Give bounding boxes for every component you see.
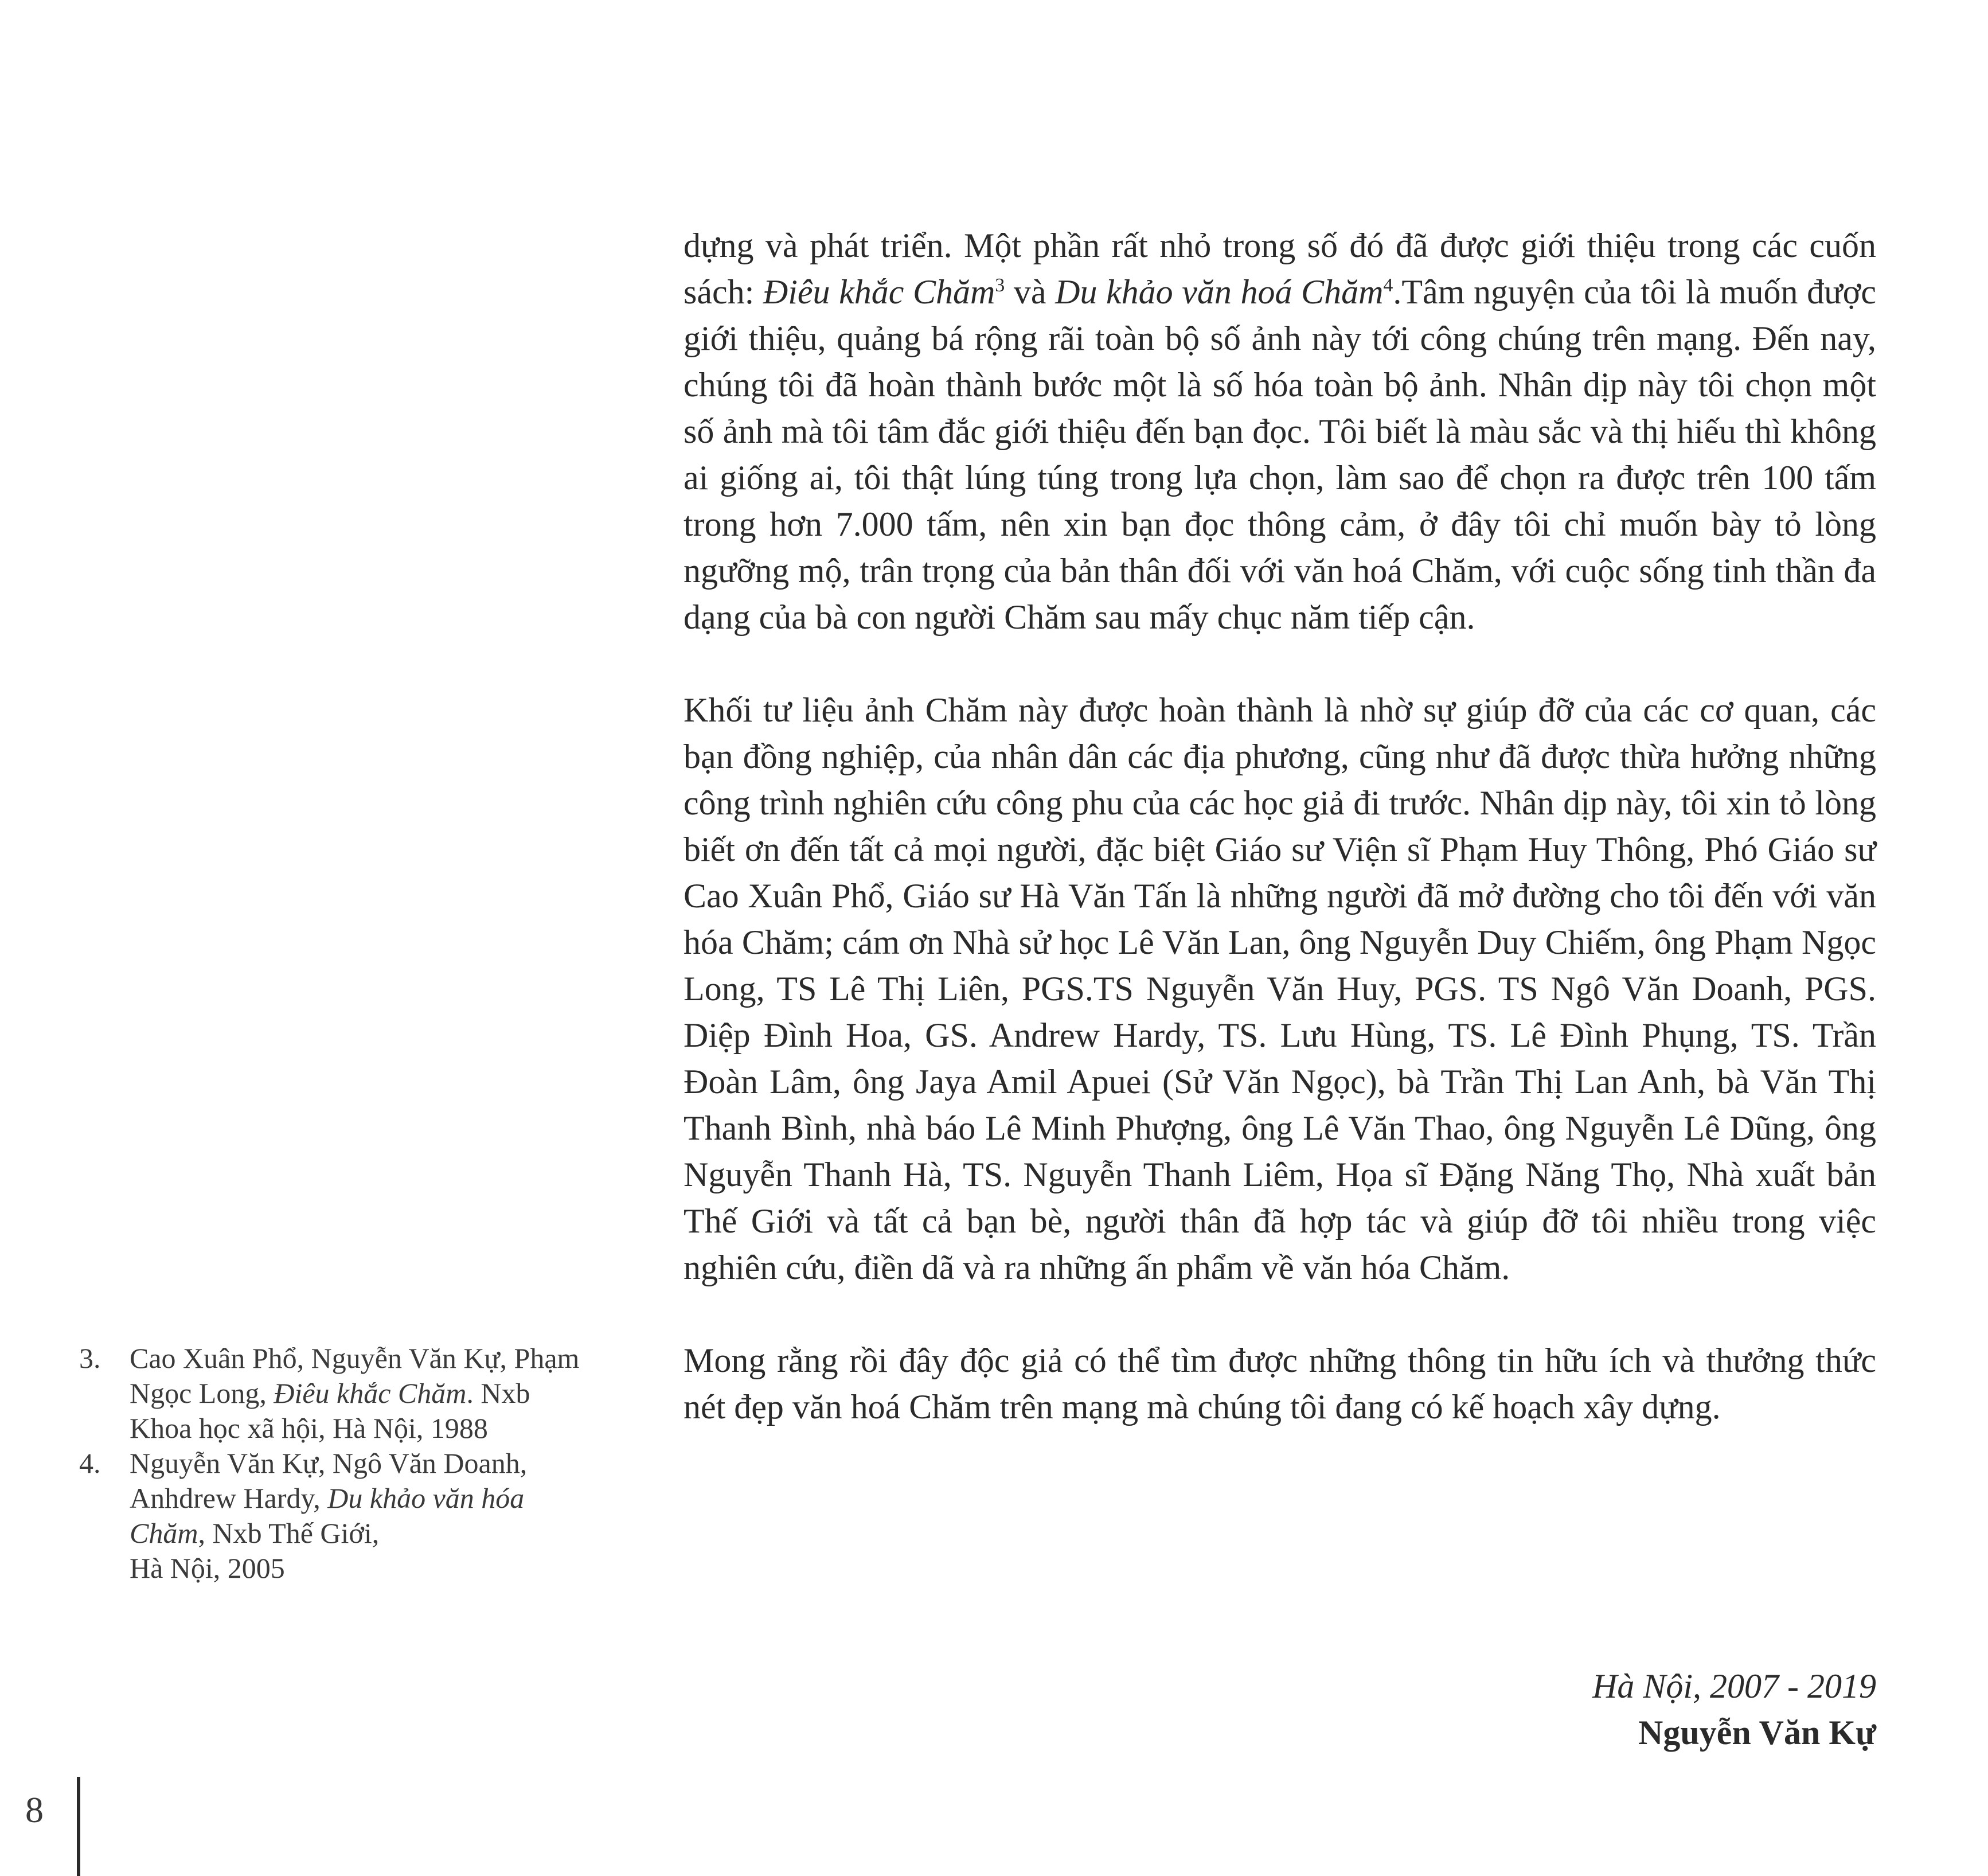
footnote-item xyxy=(79,1446,584,1586)
italic-title: Điêu khắc Chăm xyxy=(763,273,995,311)
italic-title: Điêu khắc Chăm xyxy=(274,1377,467,1409)
paragraph xyxy=(684,1337,1876,1430)
footnote-reference: 4 xyxy=(1383,275,1393,296)
italic-title: Du khảo văn hóa Chăm xyxy=(130,1482,525,1549)
text-run: , Nxb Thế Giới, xyxy=(198,1517,380,1549)
body-text xyxy=(684,223,1876,1430)
italic-title: Du khảo văn hoá Chăm xyxy=(1055,273,1384,311)
signature-block xyxy=(684,1663,1876,1756)
text-run: Hà Nội, 2005 xyxy=(130,1552,285,1584)
text-run: Cao Xuân Phổ, Nguyễn Văn Kự, Phạm Ngọc Long, xyxy=(130,1342,580,1409)
text-run: dựng và phát triển. Một phần rất nhỏ trong số đó đã được giới thiệu trong các cuốn sách: xyxy=(684,227,1876,311)
footnote-item xyxy=(79,1341,584,1446)
signature-place-date: Hà Nội, 2007 - 2019 xyxy=(1592,1667,1876,1705)
footnotes xyxy=(79,1341,584,1586)
page-number-rule xyxy=(77,1777,80,1876)
text-run: Khối tư liệu ảnh Chăm này được hoàn thành là nhờ sự giúp đỡ của các cơ quan, các bạn đồng nghiệp, của nhân dân các địa phương, cũng như đã được thừa hưởng những công trình nghiên cứu công phu của các học giả đi trước. Nhân dịp này, tôi xin tỏ lòng biết ơn đến tất cả mọi người, đặc biệt Giáo sư Viện sĩ Phạm Huy Thông, Phó Giáo sư Cao Xuân Phổ, Giáo sư Hà Văn Tấn là những người đã mở đường cho tôi đến với văn hóa Chăm; cám ơn Nhà sử học Lê Văn Lan, ông Nguyễn Duy Chiếm, ông Phạm Ngọc Long, TS Lê Thị Liên, PGS.TS Nguyễn Văn Huy, PGS. TS Ngô Văn Doanh, PGS. Diệp Đình Hoa, GS. Andrew Hardy, TS. Lưu Hùng, TS. Lê Đình Phụng, TS. Trần Đoàn Lâm, ông Jaya Amil Apuei (Sử Văn Ngọc), bà Trần Thị Lan Anh, bà Văn Thị Thanh Bình, nhà báo Lê Minh Phượng, ông Lê Văn Thao, ông Nguyễn Lê Dũng, ông Nguyễn Thanh Hà, TS. Nguyễn Thanh Liêm, Họa sĩ Đặng Năng Thọ, Nhà xuất bản Thế Giới và tất cả bạn bè, người thân đã hợp tác và giúp đỡ tôi nhiều trong việc nghiên cứu, điền dã và ra những ấn phẩm về văn hóa Chăm. xyxy=(684,691,1876,1286)
paragraph xyxy=(684,687,1876,1291)
footnote-number: 3. xyxy=(79,1342,101,1374)
text-run: .Tâm nguyện của tôi là muốn được giới thiệu, quảng bá rộng rãi toàn bộ số ảnh này tới công chúng trên mạng. Đến nay, chúng tôi đã hoàn thành bước một là số hóa toàn bộ ảnh. Nhân dịp này tôi chọn một số ảnh mà tôi tâm đắc giới thiệu đến bạn đọc. Tôi biết là màu sắc và thị hiếu thì không ai giống ai, tôi thật lúng túng trong lựa chọn, làm sao để chọn ra được trên 100 tấm trong hơn 7.000 tấm, nên xin bạn đọc thông cảm, ở đây tôi chỉ muốn bày tỏ lòng ngưỡng mộ, trân trọng của bản thân đối với văn hoá Chăm, với cuộc sống tinh thần đa dạng của bà con người Chăm sau mấy chục năm tiếp cận. xyxy=(684,273,1876,636)
text-run: . Nxb Khoa học xã hội, Hà Nội, 1988 xyxy=(130,1377,530,1444)
signature-author: Nguyễn Văn Kự xyxy=(1638,1714,1876,1752)
page-number: 8 xyxy=(25,1789,44,1830)
text-run: và xyxy=(1005,273,1056,311)
text-run: Nguyễn Văn Kự, Ngô Văn Doanh, Anhdrew Hardy, xyxy=(130,1447,528,1514)
paragraph xyxy=(684,223,1876,641)
footnote-number: 4. xyxy=(79,1447,101,1479)
text-run: Mong rằng rồi đây độc giả có thể tìm được những thông tin hữu ích và thưởng thức nét đẹp văn hoá Chăm trên mạng mà chúng tôi đang có kế hoạch xây dựng. xyxy=(684,1341,1876,1426)
footnote-reference: 3 xyxy=(995,275,1005,296)
